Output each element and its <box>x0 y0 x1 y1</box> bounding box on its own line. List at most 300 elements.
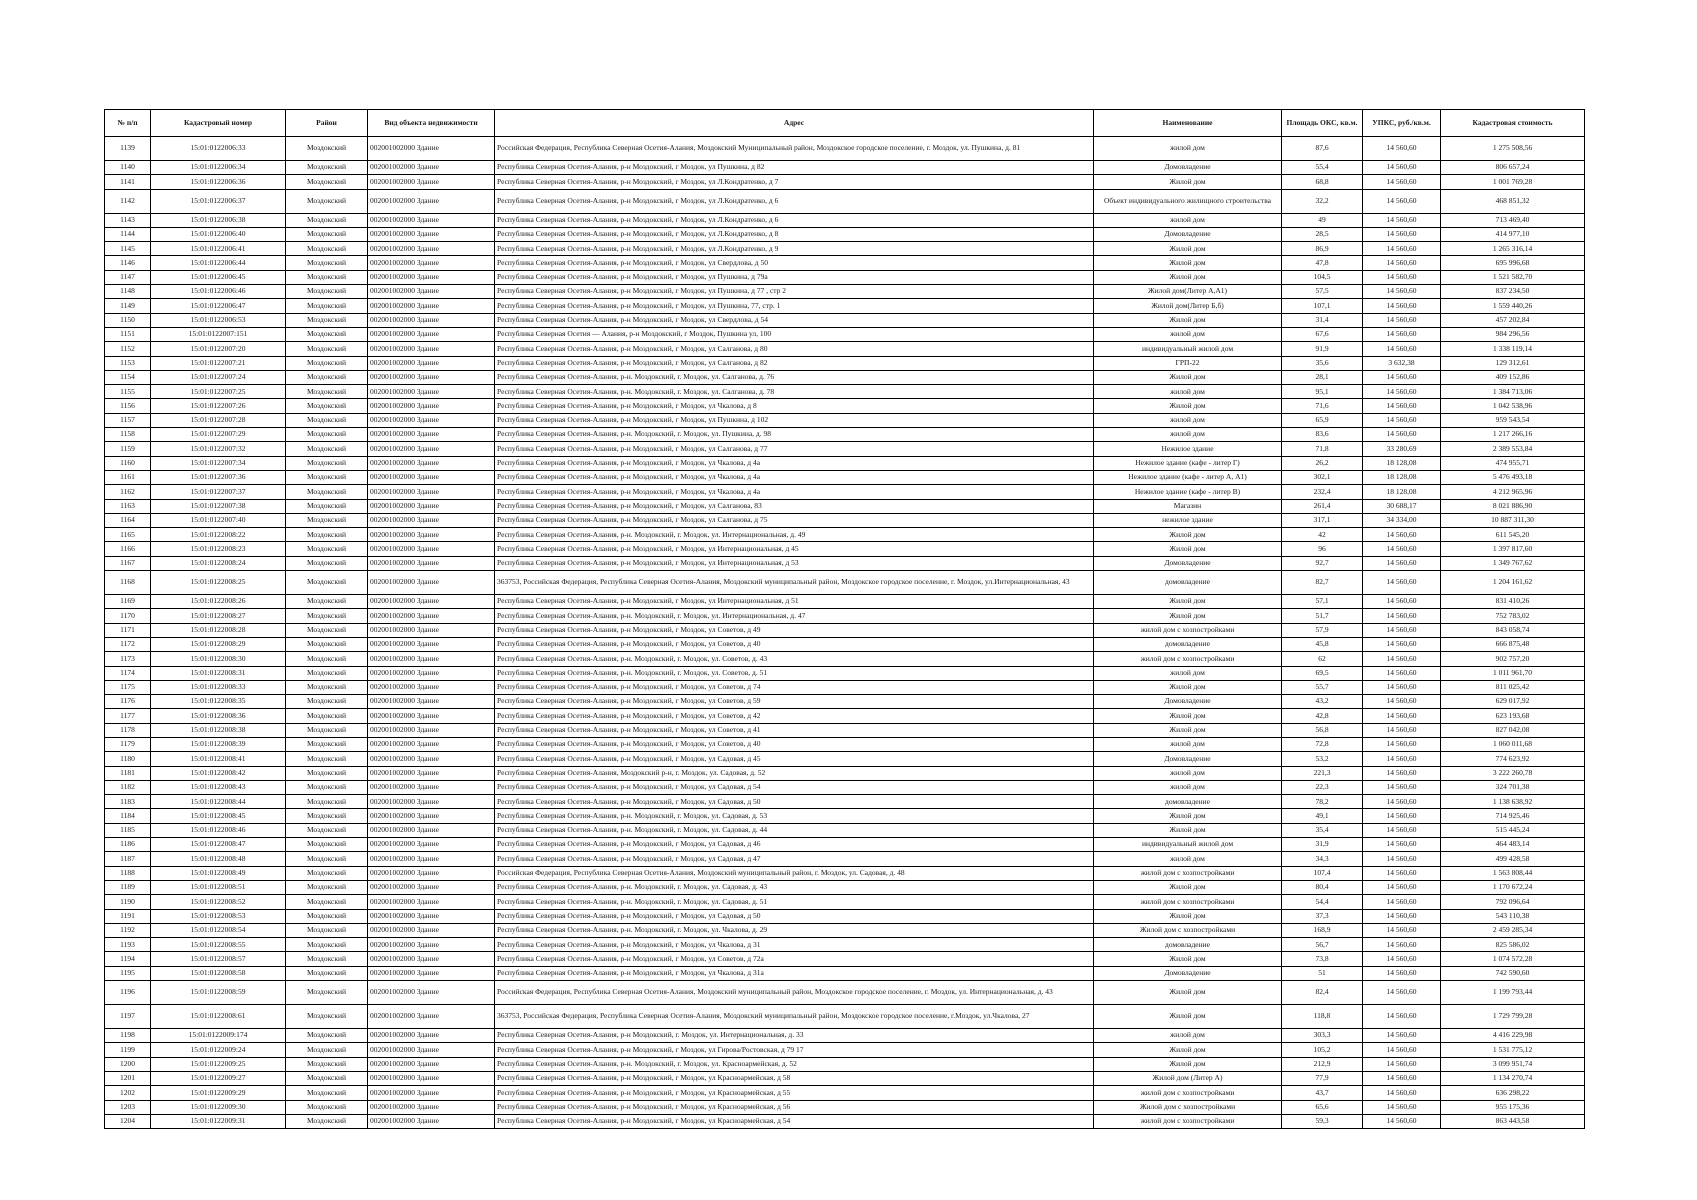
cell-district: Моздокский <box>286 666 368 680</box>
table-row <box>105 723 1585 737</box>
cell-address: Республика Северная Осетия-Алания, р-н. Моздокский, г. Моздок, ул. Советов, д. 51 <box>495 666 1094 680</box>
cell-object-type: 002001002000 Здание <box>368 838 495 852</box>
cell-object-type: 002001002000 Здание <box>368 270 495 284</box>
cell-upks: 14 560,60 <box>1363 161 1441 175</box>
cell-object-type: 002001002000 Здание <box>368 809 495 823</box>
table-row <box>105 1057 1585 1071</box>
cell-area: 67,6 <box>1282 327 1363 341</box>
cell-upks: 14 560,60 <box>1363 809 1441 823</box>
cell-area: 31,9 <box>1282 838 1363 852</box>
cell-cadastral-value: 1 134 270,74 <box>1441 1071 1585 1085</box>
cell-cadastral-value: 1 204 161,62 <box>1441 571 1585 595</box>
cell-upks: 14 560,60 <box>1363 256 1441 270</box>
cell-cadastral-number: 15:01:0122008:28 <box>151 623 286 637</box>
cell-upks: 14 560,60 <box>1363 938 1441 952</box>
table-row <box>105 399 1585 413</box>
cell-address: Республика Северная Осетия-Алания, р-н Моздокский, г Моздок, ул Советов, д 40 <box>495 637 1094 651</box>
cell-object-name: жилой дом <box>1094 766 1282 780</box>
cell-object-type: 002001002000 Здание <box>368 723 495 737</box>
table-row <box>105 299 1585 313</box>
cell-district: Моздокский <box>286 1114 368 1128</box>
cell-cadastral-number: 15:01:0122006:41 <box>151 242 286 256</box>
cell-cadastral-value: 825 586,02 <box>1441 938 1585 952</box>
cell-row-number: 1202 <box>105 1086 151 1100</box>
cell-upks: 14 560,60 <box>1363 709 1441 723</box>
cell-upks: 14 560,60 <box>1363 1071 1441 1085</box>
cell-district: Моздокский <box>286 342 368 356</box>
table-row <box>105 256 1585 270</box>
cell-row-number: 1153 <box>105 356 151 370</box>
cell-district: Моздокский <box>286 595 368 609</box>
cell-area: 168,9 <box>1282 923 1363 937</box>
cell-object-name: Домовладение <box>1094 161 1282 175</box>
cell-object-type: 002001002000 Здание <box>368 370 495 384</box>
cell-upks: 14 560,60 <box>1363 852 1441 866</box>
cell-cadastral-value: 843 058,74 <box>1441 623 1585 637</box>
cell-row-number: 1162 <box>105 485 151 499</box>
cell-cadastral-value: 4 212 965,96 <box>1441 485 1585 499</box>
cell-area: 107,4 <box>1282 866 1363 880</box>
cell-object-type: 002001002000 Здание <box>368 485 495 499</box>
cell-area: 86,9 <box>1282 242 1363 256</box>
cell-area: 317,1 <box>1282 513 1363 527</box>
cell-upks: 14 560,60 <box>1363 327 1441 341</box>
cell-object-type: 002001002000 Здание <box>368 313 495 327</box>
cell-row-number: 1195 <box>105 966 151 980</box>
cell-address: Республика Северная Осетия-Алания, р-н Моздокский, г Моздок, ул Садовая, д 54 <box>495 780 1094 794</box>
cell-cadastral-value: 543 110,38 <box>1441 909 1585 923</box>
cell-row-number: 1156 <box>105 399 151 413</box>
cell-district: Моздокский <box>286 966 368 980</box>
cell-cadastral-value: 515 445,24 <box>1441 823 1585 837</box>
cell-upks: 14 560,60 <box>1363 137 1441 161</box>
cell-row-number: 1151 <box>105 327 151 341</box>
cell-area: 65,9 <box>1282 413 1363 427</box>
cell-cadastral-value: 1 338 119,14 <box>1441 342 1585 356</box>
cell-upks: 14 560,60 <box>1363 1114 1441 1128</box>
cell-object-type: 002001002000 Здание <box>368 299 495 313</box>
cell-cadastral-value: 1 001 769,28 <box>1441 175 1585 189</box>
cell-upks: 14 560,60 <box>1363 227 1441 241</box>
cell-object-name: жилой дом <box>1094 385 1282 399</box>
cell-row-number: 1204 <box>105 1114 151 1128</box>
cell-object-name: Жилой дом <box>1094 880 1282 894</box>
cell-cadastral-number: 15:01:0122007:20 <box>151 342 286 356</box>
cell-object-type: 002001002000 Здание <box>368 709 495 723</box>
cell-row-number: 1178 <box>105 723 151 737</box>
cell-object-name: индивидуальный жилой дом <box>1094 342 1282 356</box>
cell-area: 31,4 <box>1282 313 1363 327</box>
cell-cadastral-number: 15:01:0122008:38 <box>151 723 286 737</box>
cell-object-name: жилой дом <box>1094 428 1282 442</box>
cell-area: 77,9 <box>1282 1071 1363 1085</box>
cell-district: Моздокский <box>286 137 368 161</box>
cell-upks: 14 560,60 <box>1363 1057 1441 1071</box>
cell-area: 92,7 <box>1282 556 1363 570</box>
column-header-address: Адрес <box>495 110 1094 137</box>
cell-object-name: Домовладение <box>1094 752 1282 766</box>
cell-row-number: 1201 <box>105 1071 151 1085</box>
cell-address: Республика Северная Осетия-Алания, р-н Моздокский, г Моздок, ул Чкалова, д 4а <box>495 470 1094 484</box>
table-row <box>105 895 1585 909</box>
cell-district: Моздокский <box>286 823 368 837</box>
cell-object-type: 002001002000 Здание <box>368 966 495 980</box>
cell-district: Моздокский <box>286 442 368 456</box>
cell-cadastral-number: 15:01:0122006:53 <box>151 313 286 327</box>
cell-upks: 14 560,60 <box>1363 1029 1441 1043</box>
cell-cadastral-number: 15:01:0122009:30 <box>151 1100 286 1114</box>
cell-area: 56,7 <box>1282 938 1363 952</box>
cell-district: Моздокский <box>286 189 368 213</box>
cell-cadastral-number: 15:01:0122006:34 <box>151 161 286 175</box>
cell-district: Моздокский <box>286 923 368 937</box>
table-row <box>105 609 1585 623</box>
cell-upks: 14 560,60 <box>1363 752 1441 766</box>
cell-district: Моздокский <box>286 680 368 694</box>
cell-area: 55,4 <box>1282 161 1363 175</box>
cell-cadastral-value: 666 875,48 <box>1441 637 1585 651</box>
cell-area: 55,7 <box>1282 680 1363 694</box>
cell-cadastral-number: 15:01:0122008:42 <box>151 766 286 780</box>
cell-object-type: 002001002000 Здание <box>368 923 495 937</box>
cell-area: 42 <box>1282 528 1363 542</box>
cell-object-type: 002001002000 Здание <box>368 1005 495 1029</box>
cell-area: 32,2 <box>1282 189 1363 213</box>
cell-cadastral-number: 15:01:0122007:36 <box>151 470 286 484</box>
cell-object-type: 002001002000 Здание <box>368 499 495 513</box>
cell-address: Республика Северная Осетия-Алания, р-н. Моздокский, г. Моздок, ул. Пушкина, д. 98 <box>495 428 1094 442</box>
cell-area: 45,8 <box>1282 637 1363 651</box>
cell-address: Республика Северная Осетия-Алания, р-н Моздокский, г Моздок, ул Интернациональная, д 45 <box>495 542 1094 556</box>
cell-row-number: 1189 <box>105 880 151 894</box>
cell-object-name: домовладение <box>1094 637 1282 651</box>
cell-row-number: 1182 <box>105 780 151 794</box>
cell-object-type: 002001002000 Здание <box>368 609 495 623</box>
cell-cadastral-value: 1 217 266,16 <box>1441 428 1585 442</box>
cell-cadastral-number: 15:01:0122007:26 <box>151 399 286 413</box>
cell-cadastral-number: 15:01:0122006:46 <box>151 285 286 299</box>
cell-object-name: Жилой дом <box>1094 981 1282 1005</box>
cell-district: Моздокский <box>286 737 368 751</box>
cell-object-name: жилой дом с хозпостройками <box>1094 1114 1282 1128</box>
cell-address: Республика Северная Осетия-Алания, р-н Моздокский, г Моздок, ул Чкалова, д 4а <box>495 485 1094 499</box>
cell-cadastral-number: 15:01:0122008:46 <box>151 823 286 837</box>
cell-area: 69,5 <box>1282 666 1363 680</box>
cell-cadastral-value: 129 312,61 <box>1441 356 1585 370</box>
cell-cadastral-number: 15:01:0122008:58 <box>151 966 286 980</box>
cell-upks: 14 560,60 <box>1363 823 1441 837</box>
cell-object-type: 002001002000 Здание <box>368 428 495 442</box>
cell-cadastral-number: 15:01:0122008:59 <box>151 981 286 1005</box>
cell-district: Моздокский <box>286 938 368 952</box>
cell-area: 71,6 <box>1282 399 1363 413</box>
table-row <box>105 213 1585 227</box>
cell-upks: 14 560,60 <box>1363 270 1441 284</box>
cell-district: Моздокский <box>286 385 368 399</box>
cell-district: Моздокский <box>286 285 368 299</box>
table-row <box>105 285 1585 299</box>
cell-object-name: ГРП-22 <box>1094 356 1282 370</box>
cell-district: Моздокский <box>286 313 368 327</box>
cell-object-type: 002001002000 Здание <box>368 1114 495 1128</box>
cell-row-number: 1161 <box>105 470 151 484</box>
cell-address: Республика Северная Осетия-Алания, р-н Моздокский, г Моздок, ул Пушкина, д 77 , стр 2 <box>495 285 1094 299</box>
cell-row-number: 1168 <box>105 571 151 595</box>
cell-object-name: Домовладение <box>1094 556 1282 570</box>
cell-cadastral-number: 15:01:0122007:25 <box>151 385 286 399</box>
cell-row-number: 1142 <box>105 189 151 213</box>
cell-object-name: домовладение <box>1094 571 1282 595</box>
cell-address: Республика Северная Осетия-Алания, р-н Моздокский, г Моздок, ул Салганова, д 82 <box>495 356 1094 370</box>
cell-object-name: Жилой дом <box>1094 313 1282 327</box>
cell-object-name: Жилой дом <box>1094 256 1282 270</box>
table-body <box>105 137 1585 1129</box>
cell-district: Моздокский <box>286 456 368 470</box>
cell-area: 62 <box>1282 652 1363 666</box>
cell-object-type: 002001002000 Здание <box>368 189 495 213</box>
cell-district: Моздокский <box>286 909 368 923</box>
table-row <box>105 823 1585 837</box>
cell-cadastral-value: 468 851,32 <box>1441 189 1585 213</box>
cell-cadastral-number: 15:01:0122006:33 <box>151 137 286 161</box>
cell-object-name: Жилой дом <box>1094 909 1282 923</box>
table-row <box>105 695 1585 709</box>
cell-address: Республика Северная Осетия-Алания, р-н. Моздокский, г. Моздок, ул. Садовая, д. 44 <box>495 823 1094 837</box>
cell-address: Республика Северная Осетия — Алания, р-н Моздокский, г Моздок, Пушкина ул, 100 <box>495 327 1094 341</box>
cell-object-type: 002001002000 Здание <box>368 571 495 595</box>
cell-address: Республика Северная Осетия-Алания, р-н. Моздокский, г. Моздок, ул. Садовая, д. 53 <box>495 809 1094 823</box>
cell-row-number: 1180 <box>105 752 151 766</box>
cell-upks: 14 560,60 <box>1363 189 1441 213</box>
cell-address: Республика Северная Осетия-Алания, р-н Моздокский, г Моздок, ул Садовая, д 46 <box>495 838 1094 852</box>
cell-upks: 14 560,60 <box>1363 666 1441 680</box>
cell-row-number: 1186 <box>105 838 151 852</box>
cell-address: Республика Северная Осетия-Алания, р-н Моздокский, г Моздок, ул Л.Кондратенко, д 6 <box>495 213 1094 227</box>
table-row <box>105 513 1585 527</box>
cell-district: Моздокский <box>286 880 368 894</box>
cell-cadastral-value: 1 397 817,60 <box>1441 542 1585 556</box>
column-header-upks: УПКС, руб./кв.м. <box>1363 110 1441 137</box>
cell-upks: 14 560,60 <box>1363 866 1441 880</box>
cell-upks: 18 128,08 <box>1363 485 1441 499</box>
cell-row-number: 1152 <box>105 342 151 356</box>
cell-area: 34,3 <box>1282 852 1363 866</box>
cell-upks: 14 560,60 <box>1363 528 1441 542</box>
cell-object-name: Жилой дом <box>1094 542 1282 556</box>
cell-address: Республика Северная Осетия-Алания, р-н Моздокский, г Моздок, ул Советов, д 49 <box>495 623 1094 637</box>
cell-cadastral-number: 15:01:0122008:57 <box>151 952 286 966</box>
cell-row-number: 1145 <box>105 242 151 256</box>
table-row <box>105 542 1585 556</box>
cell-district: Моздокский <box>286 838 368 852</box>
cell-object-name: Жилой дом (Литер А) <box>1094 1071 1282 1085</box>
cell-cadastral-value: 806 657,24 <box>1441 161 1585 175</box>
cell-object-type: 002001002000 Здание <box>368 213 495 227</box>
cell-cadastral-number: 15:01:0122008:33 <box>151 680 286 694</box>
cell-cadastral-number: 15:01:0122009:31 <box>151 1114 286 1128</box>
table-row <box>105 270 1585 284</box>
cell-address: Российская Федерация, Республика Северная Осетия-Алания, Моздокский муниципальный район, Моздокское городское поселение, г. Моздок, ул. Интернациональная, д. 43 <box>495 981 1094 1005</box>
cell-object-type: 002001002000 Здание <box>368 1100 495 1114</box>
cell-cadastral-number: 15:01:0122008:22 <box>151 528 286 542</box>
cell-area: 82,4 <box>1282 981 1363 1005</box>
cell-cadastral-value: 2 459 285,34 <box>1441 923 1585 937</box>
cell-cadastral-number: 15:01:0122008:29 <box>151 637 286 651</box>
cell-cadastral-number: 15:01:0122008:52 <box>151 895 286 909</box>
cell-upks: 14 560,60 <box>1363 542 1441 556</box>
cell-row-number: 1148 <box>105 285 151 299</box>
column-header-cadastral-number: Кадастровый номер <box>151 110 286 137</box>
cell-object-name: Нежилое здание (кафе - литер В) <box>1094 485 1282 499</box>
cell-area: 302,1 <box>1282 470 1363 484</box>
table-row <box>105 428 1585 442</box>
cell-district: Моздокский <box>286 652 368 666</box>
cell-address: Республика Северная Осетия-Алания, р-н. Моздокский, г. Моздок, ул. Советов, д. 43 <box>495 652 1094 666</box>
cell-object-type: 002001002000 Здание <box>368 666 495 680</box>
cell-district: Моздокский <box>286 752 368 766</box>
table-row <box>105 652 1585 666</box>
cell-district: Моздокский <box>286 709 368 723</box>
table-row <box>105 413 1585 427</box>
cell-upks: 14 560,60 <box>1363 623 1441 637</box>
cell-district: Моздокский <box>286 499 368 513</box>
table-row <box>105 666 1585 680</box>
cell-cadastral-value: 1 138 638,92 <box>1441 795 1585 809</box>
cell-row-number: 1141 <box>105 175 151 189</box>
cell-area: 47,8 <box>1282 256 1363 270</box>
cell-district: Моздокский <box>286 513 368 527</box>
cell-upks: 14 560,60 <box>1363 595 1441 609</box>
cell-cadastral-value: 863 443,58 <box>1441 1114 1585 1128</box>
cell-object-type: 002001002000 Здание <box>368 895 495 909</box>
cell-area: 82,7 <box>1282 571 1363 595</box>
cell-object-name: Жилой дом с хозпостройками <box>1094 1100 1282 1114</box>
cell-object-name: Жилой дом <box>1094 399 1282 413</box>
cell-cadastral-number: 15:01:0122009:29 <box>151 1086 286 1100</box>
cell-row-number: 1144 <box>105 227 151 241</box>
cell-upks: 14 560,60 <box>1363 1100 1441 1114</box>
cell-row-number: 1154 <box>105 370 151 384</box>
cell-object-name: жилой дом с хозпостройками <box>1094 623 1282 637</box>
column-header-cadastral-value: Кадастровая стоимость <box>1441 110 1585 137</box>
table-row <box>105 137 1585 161</box>
cell-row-number: 1150 <box>105 313 151 327</box>
cell-cadastral-number: 15:01:0122008:25 <box>151 571 286 595</box>
cell-cadastral-value: 414 977,10 <box>1441 227 1585 241</box>
cell-address: Республика Северная Осетия-Алания, р-н Моздокский, г Моздок, ул Чкалова, д 8 <box>495 399 1094 413</box>
cell-address: Республика Северная Осетия-Алания, р-н Моздокский, г Моздок, ул Свердлова, д 54 <box>495 313 1094 327</box>
cell-address: Республика Северная Осетия-Алания, р-н Моздокский, г Моздок, ул Пушкина, д 102 <box>495 413 1094 427</box>
table-row <box>105 637 1585 651</box>
cell-cadastral-number: 15:01:0122008:36 <box>151 709 286 723</box>
cell-upks: 14 560,60 <box>1363 242 1441 256</box>
cell-object-name: Жилой дом <box>1094 1057 1282 1071</box>
cell-area: 95,1 <box>1282 385 1363 399</box>
cell-object-type: 002001002000 Здание <box>368 1057 495 1071</box>
cell-cadastral-number: 15:01:0122009:24 <box>151 1043 286 1057</box>
cell-row-number: 1184 <box>105 809 151 823</box>
column-header-object-type: Вид объекта недвижимости <box>368 110 495 137</box>
cell-object-type: 002001002000 Здание <box>368 342 495 356</box>
cell-cadastral-value: 474 955,71 <box>1441 456 1585 470</box>
cell-address: Республика Северная Осетия-Алания, р-н Моздокский, г Моздок, ул Пушкина, д 79а <box>495 270 1094 284</box>
cell-cadastral-number: 15:01:0122007:21 <box>151 356 286 370</box>
cell-object-type: 002001002000 Здание <box>368 399 495 413</box>
cell-district: Моздокский <box>286 780 368 794</box>
cell-object-name: Жилой дом(Литер Б,б) <box>1094 299 1282 313</box>
cell-cadastral-number: 15:01:0122008:61 <box>151 1005 286 1029</box>
cell-upks: 14 560,60 <box>1363 695 1441 709</box>
cell-area: 57,9 <box>1282 623 1363 637</box>
cell-row-number: 1146 <box>105 256 151 270</box>
table-row <box>105 737 1585 751</box>
cell-object-type: 002001002000 Здание <box>368 227 495 241</box>
cell-row-number: 1160 <box>105 456 151 470</box>
cell-object-type: 002001002000 Здание <box>368 1086 495 1100</box>
cell-cadastral-number: 15:01:0122008:24 <box>151 556 286 570</box>
cell-cadastral-value: 457 202,84 <box>1441 313 1585 327</box>
cell-upks: 3 632,38 <box>1363 356 1441 370</box>
cell-object-name: Домовладение <box>1094 227 1282 241</box>
cell-object-type: 002001002000 Здание <box>368 938 495 952</box>
cell-object-type: 002001002000 Здание <box>368 528 495 542</box>
cell-cadastral-value: 3 099 951,74 <box>1441 1057 1585 1071</box>
cell-area: 35,4 <box>1282 823 1363 837</box>
table-row <box>105 909 1585 923</box>
cell-cadastral-value: 1 074 572,28 <box>1441 952 1585 966</box>
cell-upks: 14 560,60 <box>1363 413 1441 427</box>
table-row <box>105 499 1585 513</box>
cell-row-number: 1139 <box>105 137 151 161</box>
cell-address: Республика Северная Осетия-Алания, р-н Моздокский, г Моздок, ул Л.Кондратенко, д 6 <box>495 189 1094 213</box>
cell-cadastral-value: 611 545,20 <box>1441 528 1585 542</box>
cell-area: 221,3 <box>1282 766 1363 780</box>
cell-cadastral-number: 15:01:0122007:24 <box>151 370 286 384</box>
cell-district: Моздокский <box>286 1071 368 1085</box>
cell-district: Моздокский <box>286 227 368 241</box>
cell-area: 71,8 <box>1282 442 1363 456</box>
cell-district: Моздокский <box>286 327 368 341</box>
cell-row-number: 1173 <box>105 652 151 666</box>
cell-object-type: 002001002000 Здание <box>368 442 495 456</box>
cell-address: 363753, Российская Федерация, Республика Северная Осетия-Алания, Моздокский муниципальный район, Моздокское городское поселение, г. Моздок, ул.Интернациональная, 43 <box>495 571 1094 595</box>
cell-object-type: 002001002000 Здание <box>368 385 495 399</box>
cell-row-number: 1199 <box>105 1043 151 1057</box>
cell-object-name: домовладение <box>1094 938 1282 952</box>
cell-cadastral-number: 15:01:0122008:44 <box>151 795 286 809</box>
table-row <box>105 189 1585 213</box>
cell-address: Республика Северная Осетия-Алания, р-н Моздокский, г Моздок, ул Пушкина, д 82 <box>495 161 1094 175</box>
cell-upks: 14 560,60 <box>1363 723 1441 737</box>
cell-object-name: жилой дом <box>1094 413 1282 427</box>
cell-row-number: 1157 <box>105 413 151 427</box>
cell-cadastral-value: 837 234,50 <box>1441 285 1585 299</box>
cell-district: Моздокский <box>286 795 368 809</box>
cell-row-number: 1175 <box>105 680 151 694</box>
cell-cadastral-value: 742 590,60 <box>1441 966 1585 980</box>
table-row <box>105 852 1585 866</box>
table-row <box>105 952 1585 966</box>
cell-object-type: 002001002000 Здание <box>368 766 495 780</box>
cell-address: Республика Северная Осетия-Алания, р-н. Моздокский, г. Моздок, ул. Садовая, д. 43 <box>495 880 1094 894</box>
cell-district: Моздокский <box>286 413 368 427</box>
cell-area: 68,8 <box>1282 175 1363 189</box>
cell-district: Моздокский <box>286 1057 368 1071</box>
cell-row-number: 1190 <box>105 895 151 909</box>
cell-object-type: 002001002000 Здание <box>368 470 495 484</box>
cell-cadastral-value: 811 025,42 <box>1441 680 1585 694</box>
cell-cadastral-number: 15:01:0122008:48 <box>151 852 286 866</box>
